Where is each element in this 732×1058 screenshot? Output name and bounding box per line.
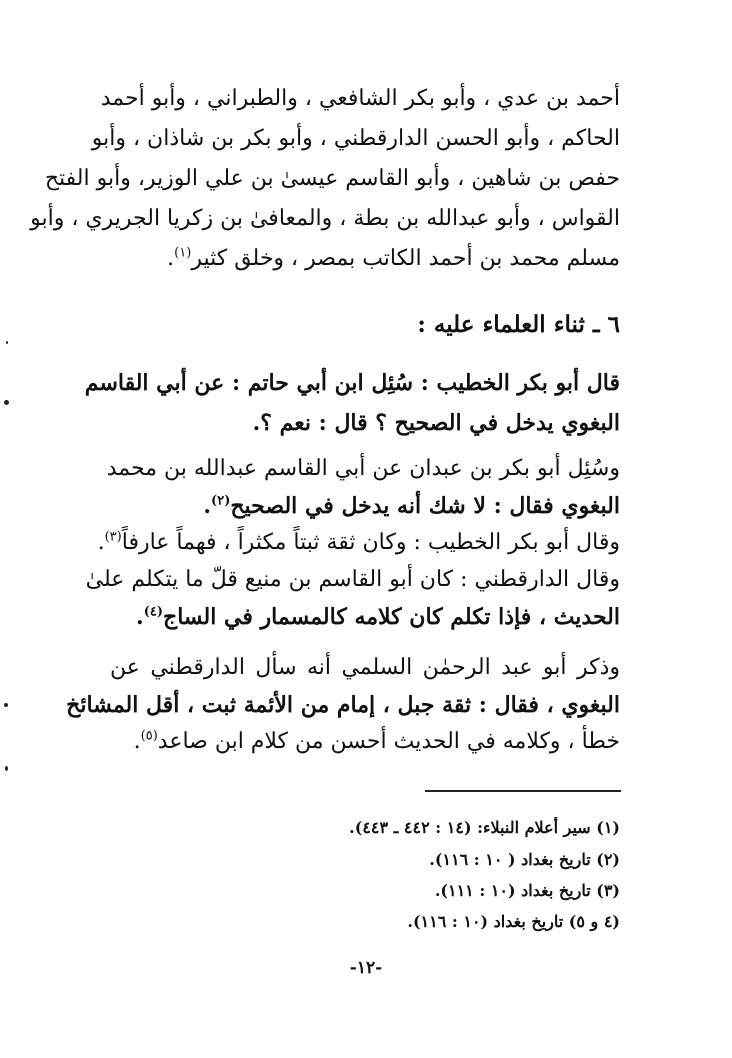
paragraph-1-line-3: حفص بن شاهين ، وأبو القاسم عيسىٰ بن علي الوزير، وأبو الفتح — [44, 166, 620, 191]
paragraph-4-line-1 — [97, 526, 620, 560]
footnote-ref-3: (٣) — [104, 529, 122, 545]
footnote-ref-2: (٢) — [211, 493, 231, 509]
paragraph-6-end: . — [133, 729, 141, 754]
scan-speck — [6, 341, 8, 344]
scan-speck — [4, 703, 8, 707]
paragraph-2-line-1: قال أبو بكر الخطيب : سُئِل ابن أبي حاتم : عن أبي القاسم — [84, 370, 620, 396]
paragraph-3-line-2-text: البغوي فقال : لا شك أنه يدخل في الصحيح — [230, 493, 620, 519]
paragraph-1-end: . — [167, 246, 175, 271]
paragraph-1-line-5 — [110, 242, 620, 276]
paragraph-6-line-3-text: خطأ ، وكلامه في الحديث أحسن من كلام ابن صاعد — [157, 729, 620, 754]
paragraph-1-line-1: أحمد بن عدي ، وأبو بكر الشافعي ، والطبراني ، وأبو أحمد — [100, 86, 620, 111]
scan-speck — [4, 400, 9, 405]
footnote-3: (٣) تاريخ بغداد (١٠ : ١١١). — [434, 881, 620, 900]
paragraph-3-line-2 — [110, 489, 620, 523]
page-number: -١٢- — [349, 958, 383, 978]
footnote-separator — [425, 790, 621, 792]
paragraph-6-line-3 — [110, 725, 620, 759]
paragraph-5-line-1: وقال الدارقطني : كان أبو القاسم بن منيع قلّ ما يتكلم علىٰ — [85, 567, 620, 592]
footnote-ref-1: (١) — [174, 245, 192, 261]
footnote-1: (١) سير أعلام النبلاء: (١٤ : ٤٤٢ ـ ٤٤٣). — [349, 818, 620, 837]
paragraph-4-text: وقال أبو بكر الخطيب : وكان ثقة ثبتاً مكثراً ، فهماً عارفاً — [121, 530, 620, 555]
footnote-ref-5: (٥) — [140, 728, 158, 744]
paragraph-1-line-5-text: مسلم محمد بن أحمد الكاتب بمصر ، وخلق كثير — [191, 246, 620, 271]
paragraph-1-line-2: الحاكم ، وأبو الحسن الدارقطني ، وأبو بكر بن شاذان ، وأبو — [91, 126, 620, 151]
paragraph-2-line-2: البغوي يدخل في الصحيح ؟ قال : نعم ؟. — [252, 410, 620, 436]
paragraph-6-line-1: وذكر أبو عبد الرحمٰن السلمي أنه سأل الدارقطني عن — [110, 655, 620, 680]
paragraph-1-line-4: القواس ، وأبو عبدالله بن بطة ، والمعافىٰ بن زكريا الجريري ، وأبو — [30, 206, 620, 231]
footnote-ref-4: (٤) — [143, 604, 164, 620]
paragraph-5-end: . — [136, 604, 144, 630]
paragraph-5-line-2-text: الحديث ، فإذا تكلم كان كلامه كالمسمار في الساج — [163, 604, 620, 630]
paragraph-6-line-2: البغوي ، فقال : ثقة جبل ، إمام من الأئمة ثبت ، أقل المشائخ — [66, 692, 620, 718]
footnote-2: (٢) تاريخ بغداد ( ١٠ : ١١٦). — [429, 850, 620, 869]
paragraph-3-line-1: وسُئِل أبو بكر بن عبدان عن أبي القاسم عبدالله بن محمد — [106, 456, 620, 481]
paragraph-3-end: . — [203, 493, 212, 519]
section-heading: ٦ ـ ثناء العلماء عليه : — [417, 311, 620, 338]
footnote-4: (٤ و ٥) تاريخ بغداد (١٠ : ١١٦). — [407, 912, 620, 931]
paragraph-4-end: . — [97, 530, 105, 555]
scan-speck — [5, 766, 8, 771]
paragraph-5-line-2 — [110, 600, 620, 634]
